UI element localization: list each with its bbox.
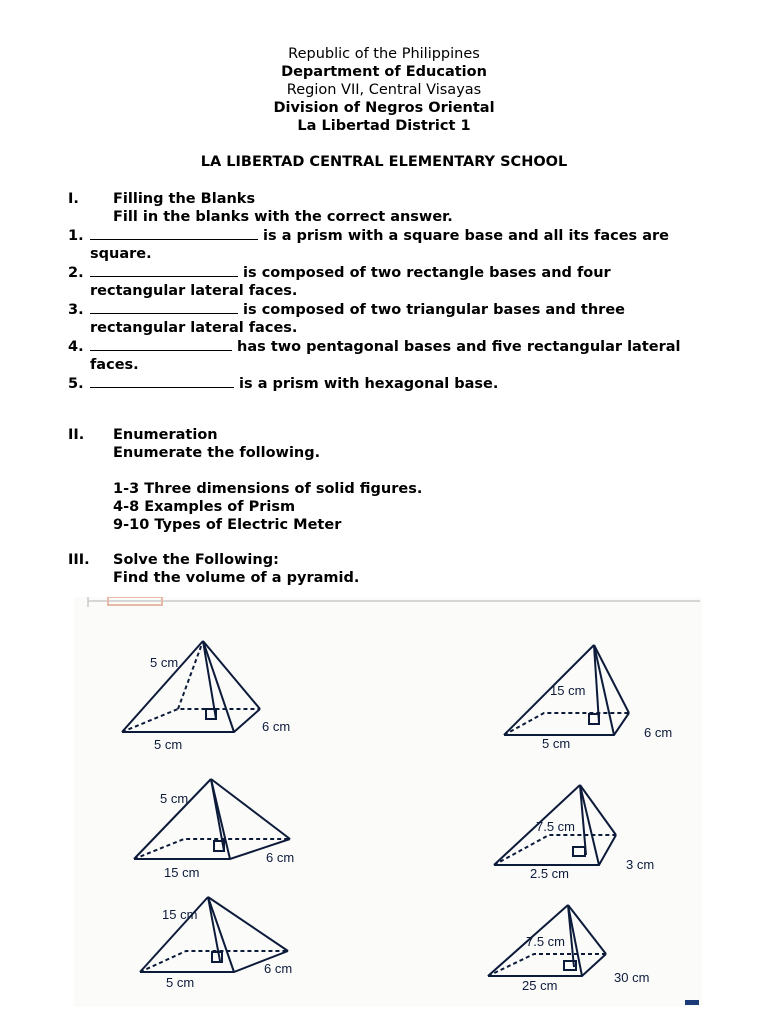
- pyramid-drawings: [74, 597, 702, 1007]
- item4-text: has two pentagonal bases and five rectangular lateral: [232, 339, 681, 355]
- p4-height-label: 7.5 cm: [536, 819, 576, 834]
- header-region: Region VII, Central Visayas: [286, 82, 482, 98]
- p4-side-label: 3 cm: [626, 857, 655, 872]
- p2-height-label: 15 cm: [550, 683, 586, 698]
- section1-numeral: I.: [68, 191, 79, 207]
- item2-text: is composed of two rectangle bases and four: [238, 265, 611, 281]
- section2-numeral: II.: [68, 427, 85, 443]
- document-header: [0, 45, 768, 135]
- school-name: LA LIBERTAD CENTRAL ELEMENTARY SCHOOL: [200, 154, 568, 170]
- enumeration-item: 4-8 Examples of Prism: [113, 499, 296, 515]
- item3-text: is composed of two triangular bases and three: [238, 302, 625, 318]
- p1-height-label: 5 cm: [150, 655, 179, 670]
- item3-number: 3.: [68, 302, 84, 318]
- p6-front-label: 25 cm: [522, 978, 558, 993]
- item2-blank[interactable]: [90, 263, 238, 277]
- header-department: Department of Education: [281, 64, 487, 80]
- p2-side-label: 6 cm: [644, 725, 673, 740]
- section3-instruction: Find the volume of a pyramid.: [113, 570, 360, 586]
- item4-blank[interactable]: [90, 337, 232, 351]
- section3-title: Solve the Following:: [113, 552, 279, 568]
- section-solve: [68, 551, 708, 587]
- p3-front-label: 15 cm: [164, 865, 200, 880]
- section1-title: Filling the Blanks: [113, 191, 256, 207]
- section-enumeration: [68, 426, 708, 534]
- item3-continuation: rectangular lateral faces.: [90, 320, 298, 336]
- p5-height-label: 15 cm: [162, 907, 198, 922]
- item5-blank[interactable]: [90, 374, 234, 388]
- enumeration-item: 9-10 Types of Electric Meter: [113, 517, 342, 533]
- section3-numeral: III.: [68, 552, 90, 568]
- p5-side-label: 6 cm: [264, 961, 293, 976]
- p3-height-label: 5 cm: [160, 791, 189, 806]
- enumeration-item: 1-3 Three dimensions of solid figures.: [113, 481, 423, 497]
- item1-text: is a prism with a square base and all its faces are: [258, 228, 670, 244]
- section2-instruction: Enumerate the following.: [113, 445, 321, 461]
- header-division: Division of Negros Oriental: [273, 100, 495, 116]
- pyramid-figure: [74, 597, 702, 1007]
- p5-front-label: 5 cm: [166, 975, 195, 990]
- pyramid-3: [134, 779, 290, 859]
- p1-front-label: 5 cm: [154, 737, 183, 752]
- item1-number: 1.: [68, 228, 84, 244]
- item1-continuation: square.: [90, 246, 152, 262]
- p2-front-label: 5 cm: [542, 736, 571, 751]
- item4-continuation: faces.: [90, 357, 139, 373]
- header-republic: Republic of the Philippines: [288, 46, 480, 62]
- item3-blank[interactable]: [90, 300, 238, 314]
- p3-side-label: 6 cm: [266, 850, 295, 865]
- section-filling-blanks: [68, 190, 708, 393]
- p6-side-label: 30 cm: [614, 970, 650, 985]
- pyramid-1: [122, 641, 260, 732]
- item5-number: 5.: [68, 376, 84, 392]
- p1-side-label: 6 cm: [262, 719, 291, 734]
- item1-blank[interactable]: [90, 226, 258, 240]
- header-district: La Libertad District 1: [297, 118, 471, 134]
- item5-text: is a prism with hexagonal base.: [234, 376, 499, 392]
- p4-front-label: 2.5 cm: [530, 866, 570, 881]
- item2-number: 2.: [68, 265, 84, 281]
- scan-mark: [685, 1000, 699, 1005]
- item2-continuation: rectangular lateral faces.: [90, 283, 298, 299]
- item4-number: 4.: [68, 339, 84, 355]
- section2-title: Enumeration: [113, 427, 218, 443]
- p6-height-label: 7.5 cm: [526, 934, 566, 949]
- section1-instruction: Fill in the blanks with the correct answer.: [113, 209, 453, 225]
